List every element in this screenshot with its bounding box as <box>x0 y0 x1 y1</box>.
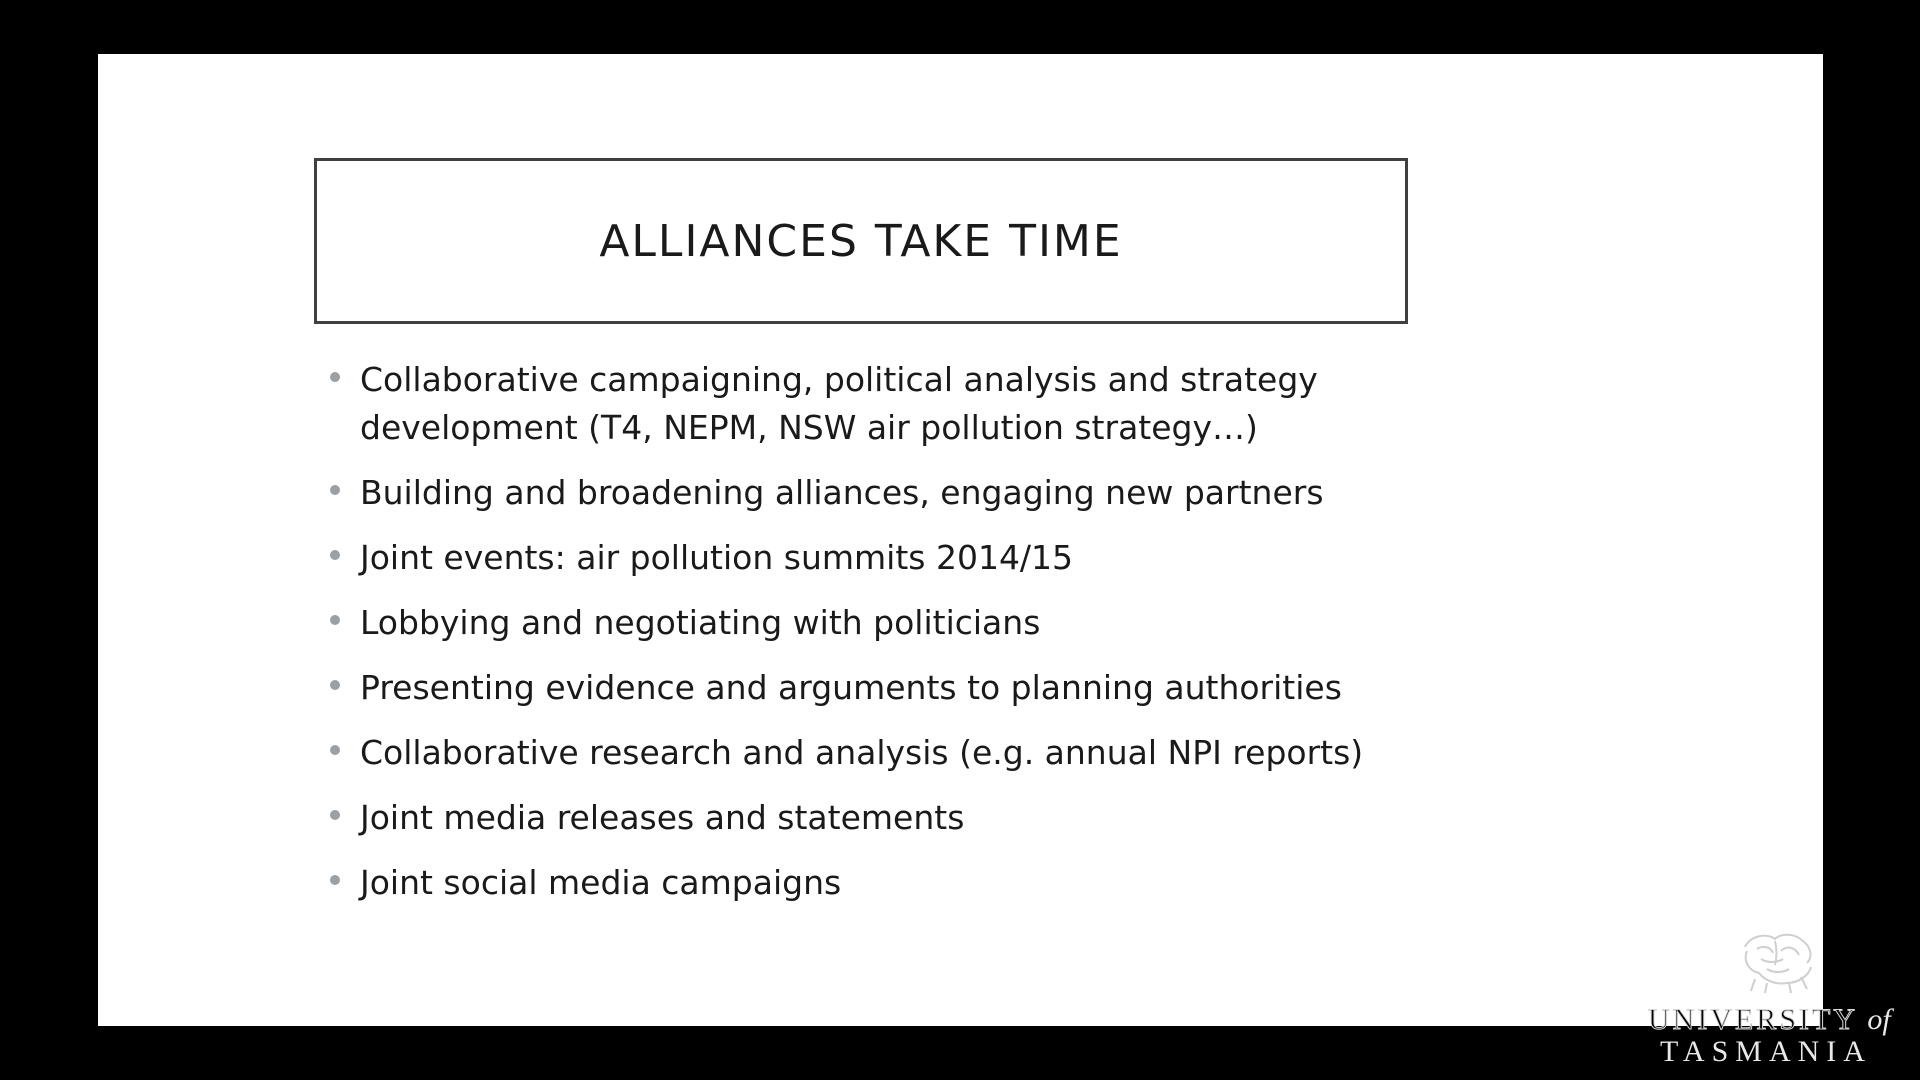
slide-title: ALLIANCES TAKE TIME <box>599 215 1123 267</box>
bullet-item <box>330 356 1410 452</box>
bullet-item <box>330 469 1410 517</box>
bullet-text: Building and broadening alliances, engaging new partners <box>360 473 1324 512</box>
bullet-dot-icon <box>330 485 340 495</box>
bullet-list <box>330 356 1410 924</box>
logo-of-text: of <box>1867 1003 1891 1036</box>
bullet-text: Joint social media campaigns <box>360 863 842 902</box>
bullet-dot-icon <box>330 810 340 820</box>
bullet-dot-icon <box>330 680 340 690</box>
bullet-text: Presenting evidence and arguments to planning authorities <box>360 668 1342 707</box>
bullet-dot-icon <box>330 372 340 382</box>
bullet-dot-icon <box>330 875 340 885</box>
bullet-text: Lobbying and negotiating with politicians <box>360 603 1041 642</box>
bullet-item <box>330 729 1410 777</box>
logo-text-line1 <box>1648 1003 1891 1037</box>
bullet-item <box>330 859 1410 907</box>
bullet-dot-icon <box>330 745 340 755</box>
lion-crest-icon <box>1737 929 1819 995</box>
title-box <box>314 158 1408 324</box>
bullet-item <box>330 794 1410 842</box>
bullet-dot-icon <box>330 550 340 560</box>
bullet-item <box>330 664 1410 712</box>
bullet-item <box>330 534 1410 582</box>
bullet-item <box>330 599 1410 647</box>
bullet-text: Joint events: air pollution summits 2014/15 <box>360 538 1074 577</box>
bullet-text: Collaborative campaigning, political analysis and strategy development (T4, NEPM, NSW air pollution strategy…) <box>360 360 1318 447</box>
university-logo <box>1640 925 1912 1073</box>
logo-university-text: UNIVERSITY <box>1648 1003 1857 1036</box>
logo-text-line2: TASMANIA <box>1660 1035 1872 1068</box>
bullet-dot-icon <box>330 615 340 625</box>
bullet-text: Joint media releases and statements <box>360 798 965 837</box>
bullet-text: Collaborative research and analysis (e.g. annual NPI reports) <box>360 733 1364 772</box>
